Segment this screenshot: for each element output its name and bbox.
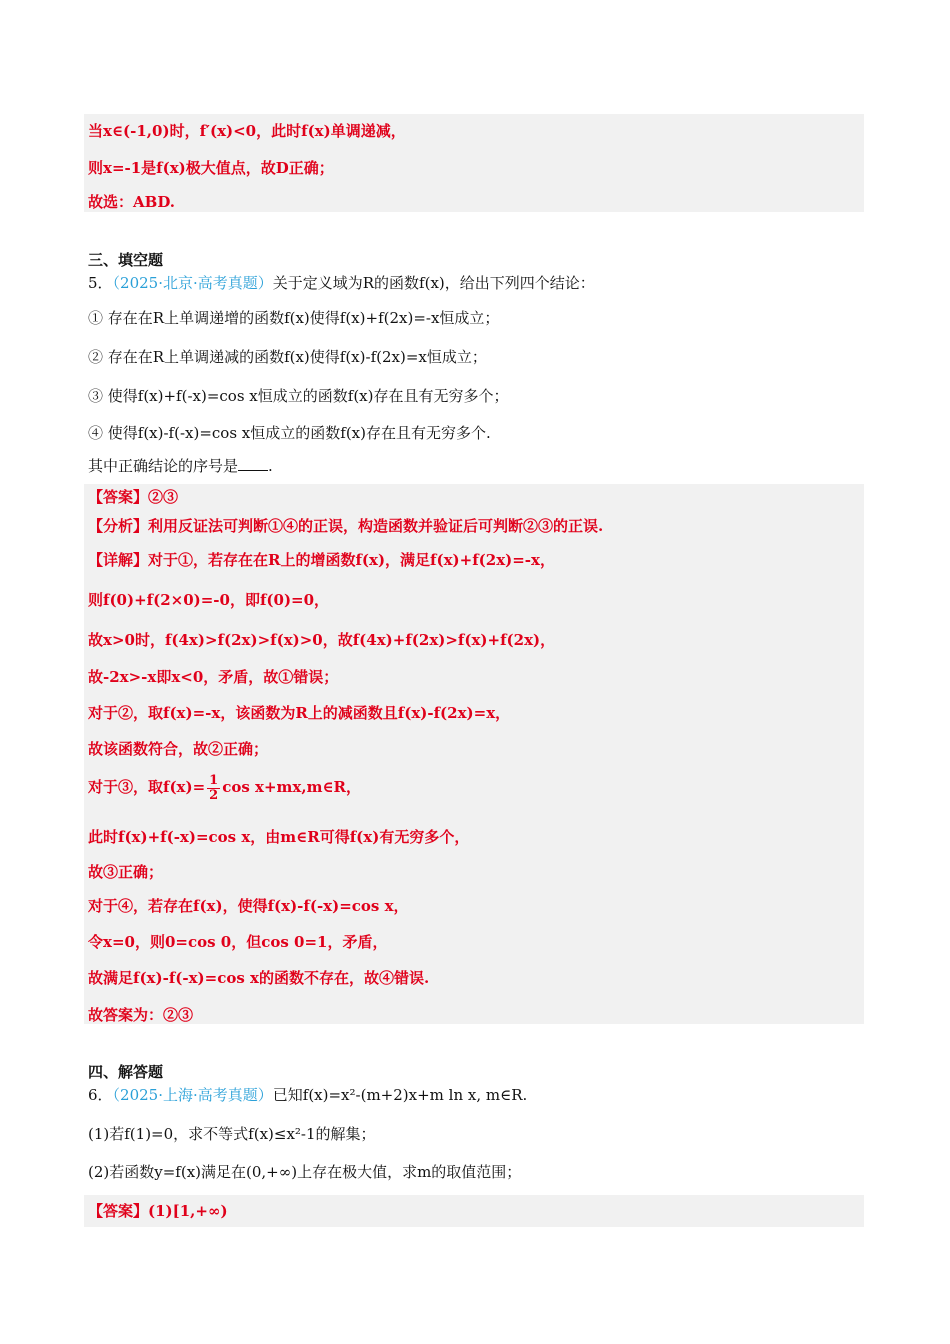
- question-text: 已知f(x)=x²-(m+2)x+m ln x, m∈R.: [272, 1086, 528, 1104]
- prev-solution-line-2: 则x=-1是f(x)极大值点，故D正确；: [88, 159, 334, 177]
- section-heading-problems: 四、解答题: [88, 1063, 164, 1081]
- detail-line-1: 【详解】对于①，若存在在R上的增函数f(x)，满足f(x)+f(2x)=-x，: [88, 551, 555, 569]
- detail-line-10: 对于④，若存在f(x)，使得f(x)-f(-x)=cos x，: [88, 897, 409, 915]
- ask-period: .: [268, 457, 273, 475]
- detail-line-11: 令x=0，则0=cos 0，但cos 0=1，矛盾，: [88, 933, 388, 951]
- detail-line-2: 则f(0)+f(2×0)=-0，即f(0)=0，: [88, 591, 330, 609]
- detail-line-6: 故该函数符合，故②正确；: [88, 740, 269, 758]
- fraction-numerator: 1: [209, 772, 219, 788]
- detail-line-4: 故-2x>-x即x<0，矛盾，故①错误；: [88, 668, 339, 686]
- detail-line-7: [88, 772, 361, 803]
- fraction-one-half: [207, 774, 220, 803]
- statement-3: ③ 使得f(x)+f(-x)=cos x恒成立的函数f(x)存在且有无穷多个；: [88, 387, 509, 405]
- answer-line: 【答案】②③: [88, 488, 179, 506]
- question-source: （2025·北京·高考真题）: [112, 274, 273, 292]
- final-answer-line: 故答案为：②③: [88, 1006, 194, 1024]
- detail-7-suffix: cos x+mx,m∈R，: [222, 778, 362, 796]
- prev-solution-choice: 故选：ABD.: [88, 193, 176, 211]
- question-5-ask: [88, 456, 273, 476]
- detail-7-prefix: 对于③，取f(x)=: [88, 778, 206, 796]
- fraction-denominator: 2: [209, 787, 219, 803]
- question-text: 关于定义域为R的函数f(x)，给出下列四个结论：: [272, 274, 595, 292]
- detail-line-9: 故③正确；: [88, 863, 164, 881]
- question-6-part-2: (2)若函数y=f(x)满足在(0,+∞)上存在极大值，求m的取值范围；: [88, 1163, 522, 1181]
- statement-4: ④ 使得f(x)-f(-x)=cos x恒成立的函数f(x)存在且有无穷多个.: [88, 424, 491, 442]
- question-number: 5．: [88, 274, 113, 292]
- question-number: 6．: [88, 1086, 113, 1104]
- question-6-answer: 【答案】(1)[1,+∞): [88, 1202, 228, 1220]
- detail-line-3: 故x>0时，f(4x)>f(2x)>f(x)>0，故f(4x)+f(2x)>f(x)+f(2x)，: [88, 631, 556, 649]
- statement-1: ① 存在在R上单调递增的函数f(x)使得f(x)+f(2x)=-x恒成立；: [88, 309, 500, 327]
- detail-line-5: 对于②，取f(x)=-x，该函数为R上的减函数且f(x)-f(2x)=x，: [88, 704, 511, 722]
- question-5-stem: [88, 273, 595, 293]
- question-6-stem: [88, 1085, 527, 1105]
- prev-solution-line-1: 当x∈(-1,0)时，f′(x)<0，此时f(x)单调递减，: [88, 122, 406, 140]
- answer-blank: [238, 456, 268, 471]
- detail-line-8: 此时f(x)+f(-x)=cos x，由m∈R可得f(x)有无穷多个，: [88, 828, 470, 846]
- question-6-part-1: (1)若f(1)=0，求不等式f(x)≤x²-1的解集；: [88, 1125, 376, 1143]
- statement-2: ② 存在在R上单调递减的函数f(x)使得f(x)-f(2x)=x恒成立；: [88, 348, 487, 366]
- detail-line-12: 故满足f(x)-f(-x)=cos x的函数不存在，故④错误.: [88, 969, 430, 987]
- question-source: （2025·上海·高考真题）: [112, 1086, 273, 1104]
- section-heading-fill-in: 三、填空题: [88, 251, 164, 269]
- ask-text: 其中正确结论的序号是: [88, 457, 239, 475]
- analysis-line: 【分析】利用反证法可判断①④的正误，构造函数并验证后可判断②③的正误.: [88, 517, 604, 535]
